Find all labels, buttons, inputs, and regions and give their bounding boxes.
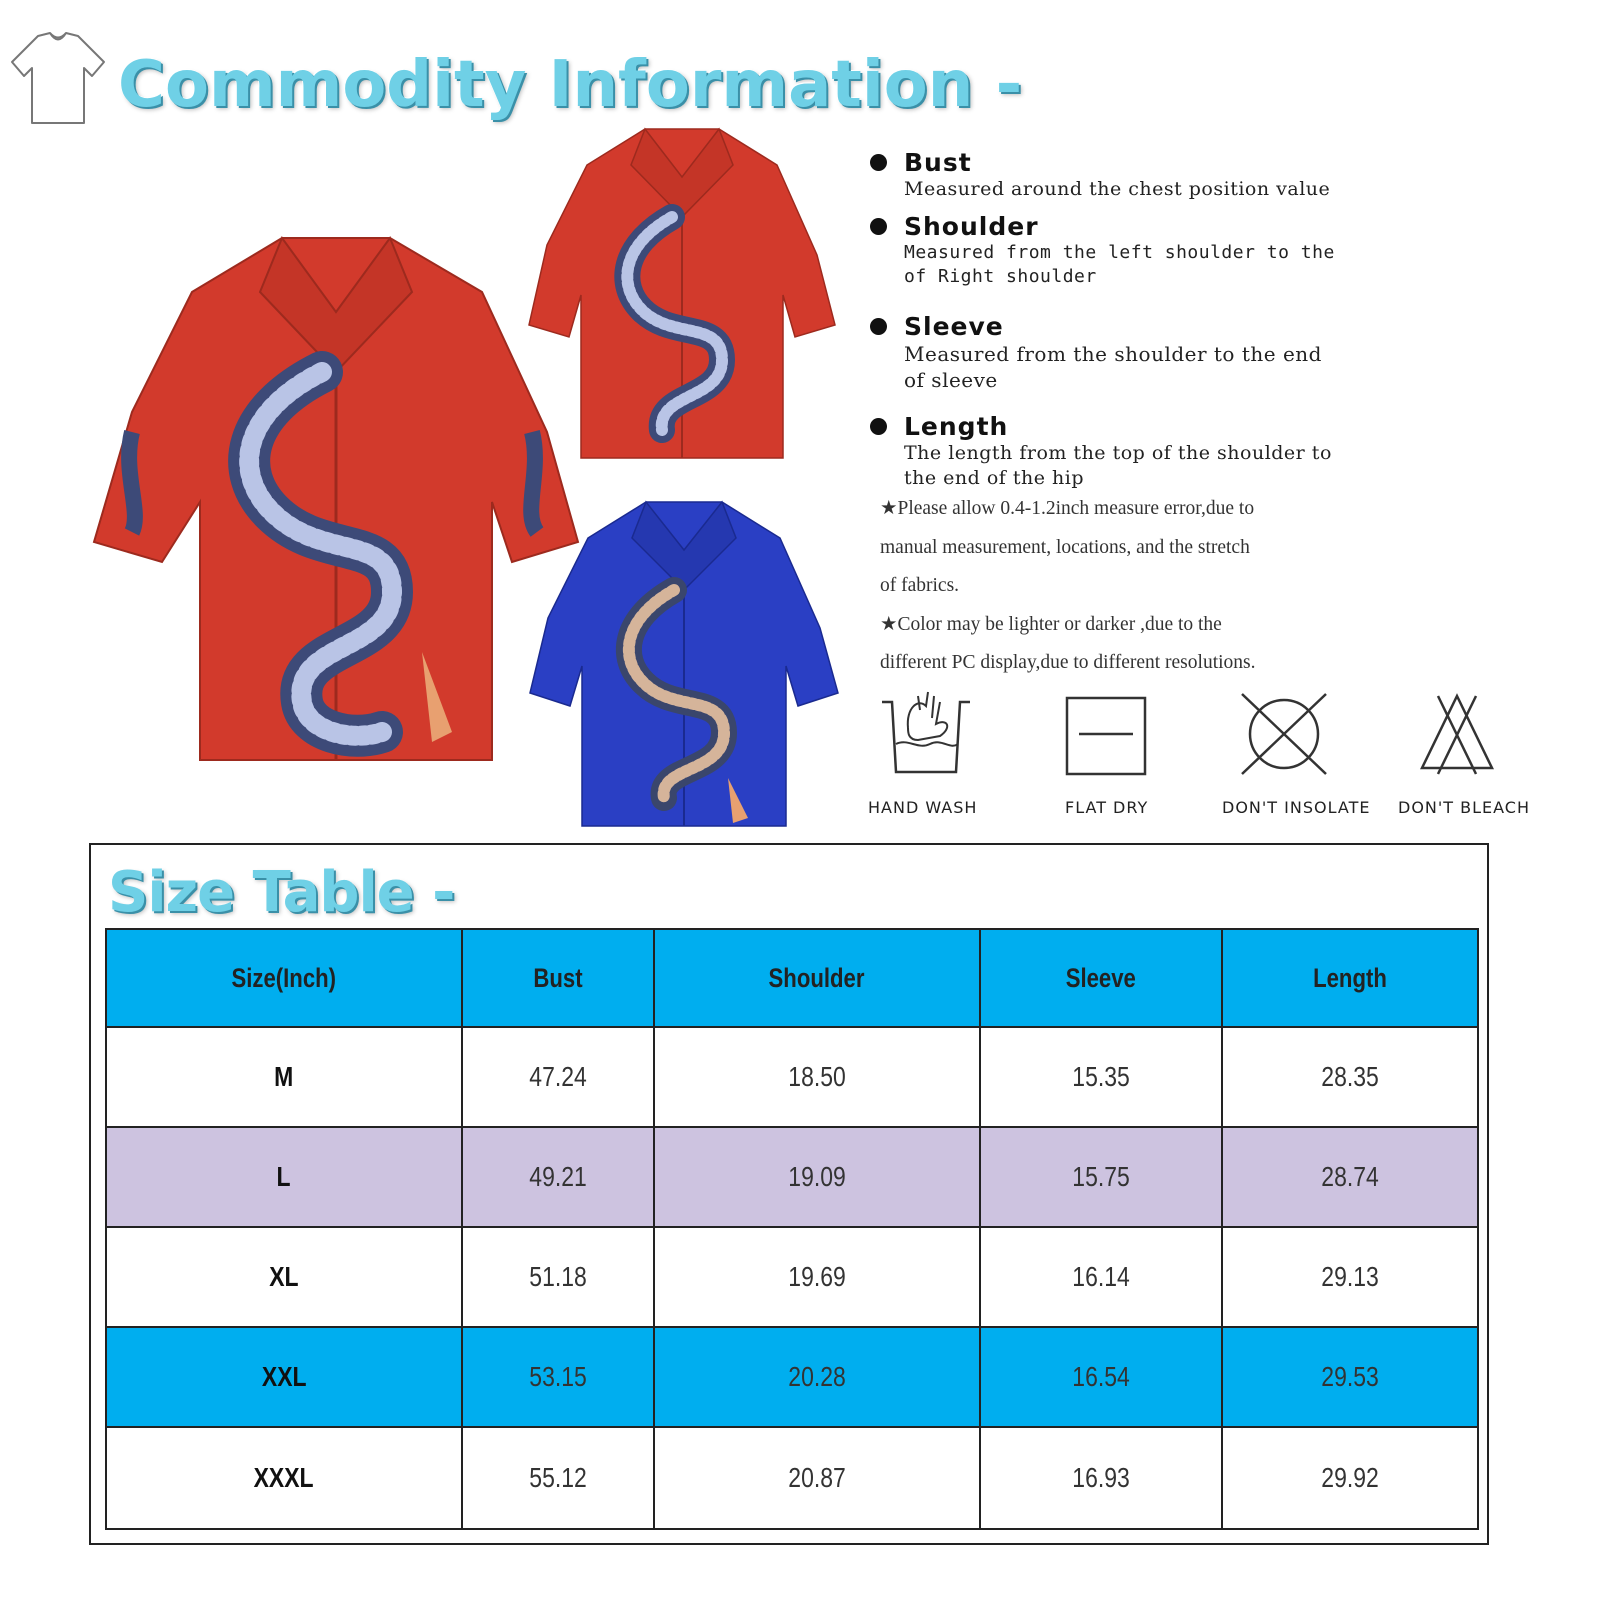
note-line: manual measurement, locations, and the stretch xyxy=(880,536,1250,558)
table-header-row xyxy=(106,929,1478,1027)
measure-description: Measured from the left shoulder to the of Right shoulder xyxy=(904,242,1335,287)
column-header: Size(Inch) xyxy=(106,929,462,1027)
table-cell: 16.54 xyxy=(980,1327,1222,1427)
bullet-icon xyxy=(870,154,887,171)
measure-name: Shoulder xyxy=(904,212,1039,241)
table-cell: 19.69 xyxy=(654,1227,980,1327)
column-header: Shoulder xyxy=(654,929,980,1027)
table-cell: 28.74 xyxy=(1222,1127,1478,1227)
note-line: ★Color may be lighter or darker ,due to the xyxy=(880,613,1222,635)
table-cell: 29.92 xyxy=(1222,1427,1478,1529)
table-row xyxy=(106,1127,1478,1227)
red-shirt-large-image xyxy=(92,232,580,762)
measure-length xyxy=(870,412,1430,491)
table-cell: M xyxy=(106,1027,462,1127)
dont-insolate-icon xyxy=(1238,690,1330,778)
table-row xyxy=(106,1027,1478,1127)
flat-dry-icon xyxy=(1065,696,1149,776)
column-header: Sleeve xyxy=(980,929,1222,1027)
table-cell: 16.14 xyxy=(980,1227,1222,1327)
table-cell: L xyxy=(106,1127,462,1227)
table-cell: XXXL xyxy=(106,1427,462,1529)
table-cell: 18.50 xyxy=(654,1027,980,1127)
bullet-icon xyxy=(870,318,887,335)
tshirt-icon xyxy=(8,28,108,128)
measure-sleeve xyxy=(870,312,1430,393)
measure-shoulder xyxy=(870,212,1430,289)
table-row xyxy=(106,1327,1478,1427)
table-cell: 20.87 xyxy=(654,1427,980,1529)
size-table xyxy=(105,928,1479,1530)
table-row xyxy=(106,1427,1478,1529)
table-cell: 19.09 xyxy=(654,1127,980,1227)
table-cell: 51.18 xyxy=(462,1227,654,1327)
hand-wash-icon xyxy=(878,688,974,778)
blue-shirt-image xyxy=(528,498,840,828)
table-cell: 47.24 xyxy=(462,1027,654,1127)
column-header: Bust xyxy=(462,929,654,1027)
table-cell: 16.93 xyxy=(980,1427,1222,1529)
measure-name: Sleeve xyxy=(904,312,1004,341)
note-line: of fabrics. xyxy=(880,575,960,596)
table-cell: 29.53 xyxy=(1222,1327,1478,1427)
table-cell: 55.12 xyxy=(462,1427,654,1529)
measure-name: Length xyxy=(904,412,1009,441)
table-cell: 20.28 xyxy=(654,1327,980,1427)
dont-bleach-icon xyxy=(1418,692,1496,776)
table-cell: 15.75 xyxy=(980,1127,1222,1227)
table-cell: 15.35 xyxy=(980,1027,1222,1127)
bullet-icon xyxy=(870,418,887,435)
measure-description: Measured around the chest position value xyxy=(904,178,1331,200)
measure-description: The length from the top of the shoulder to the end of the hip xyxy=(904,442,1332,489)
measure-bust xyxy=(870,148,1430,201)
note-line: different PC display,due to different resolutions. xyxy=(880,652,1256,673)
table-cell: XXL xyxy=(106,1327,462,1427)
note-line: ★Please allow 0.4-1.2inch measure error,due to xyxy=(880,498,1255,519)
care-label: DON'T BLEACH xyxy=(1398,798,1531,817)
red-shirt-small-image xyxy=(527,125,837,460)
measure-description: Measured from the shoulder to the end of sleeve xyxy=(904,342,1322,392)
care-label: FLAT DRY xyxy=(1065,798,1149,817)
size-table-title: Size Table - xyxy=(108,860,455,925)
table-cell: XL xyxy=(106,1227,462,1327)
table-row xyxy=(106,1227,1478,1327)
table-cell: 29.13 xyxy=(1222,1227,1478,1327)
column-header: Length xyxy=(1222,929,1478,1027)
measurement-notes xyxy=(880,490,1350,683)
table-cell: 49.21 xyxy=(462,1127,654,1227)
care-label: DON'T INSOLATE xyxy=(1222,798,1371,817)
bullet-icon xyxy=(870,218,887,235)
care-label: HAND WASH xyxy=(868,798,978,817)
measure-name: Bust xyxy=(904,148,972,177)
table-cell: 28.35 xyxy=(1222,1027,1478,1127)
page-title: Commodity Information - xyxy=(118,48,1023,122)
table-cell: 53.15 xyxy=(462,1327,654,1427)
